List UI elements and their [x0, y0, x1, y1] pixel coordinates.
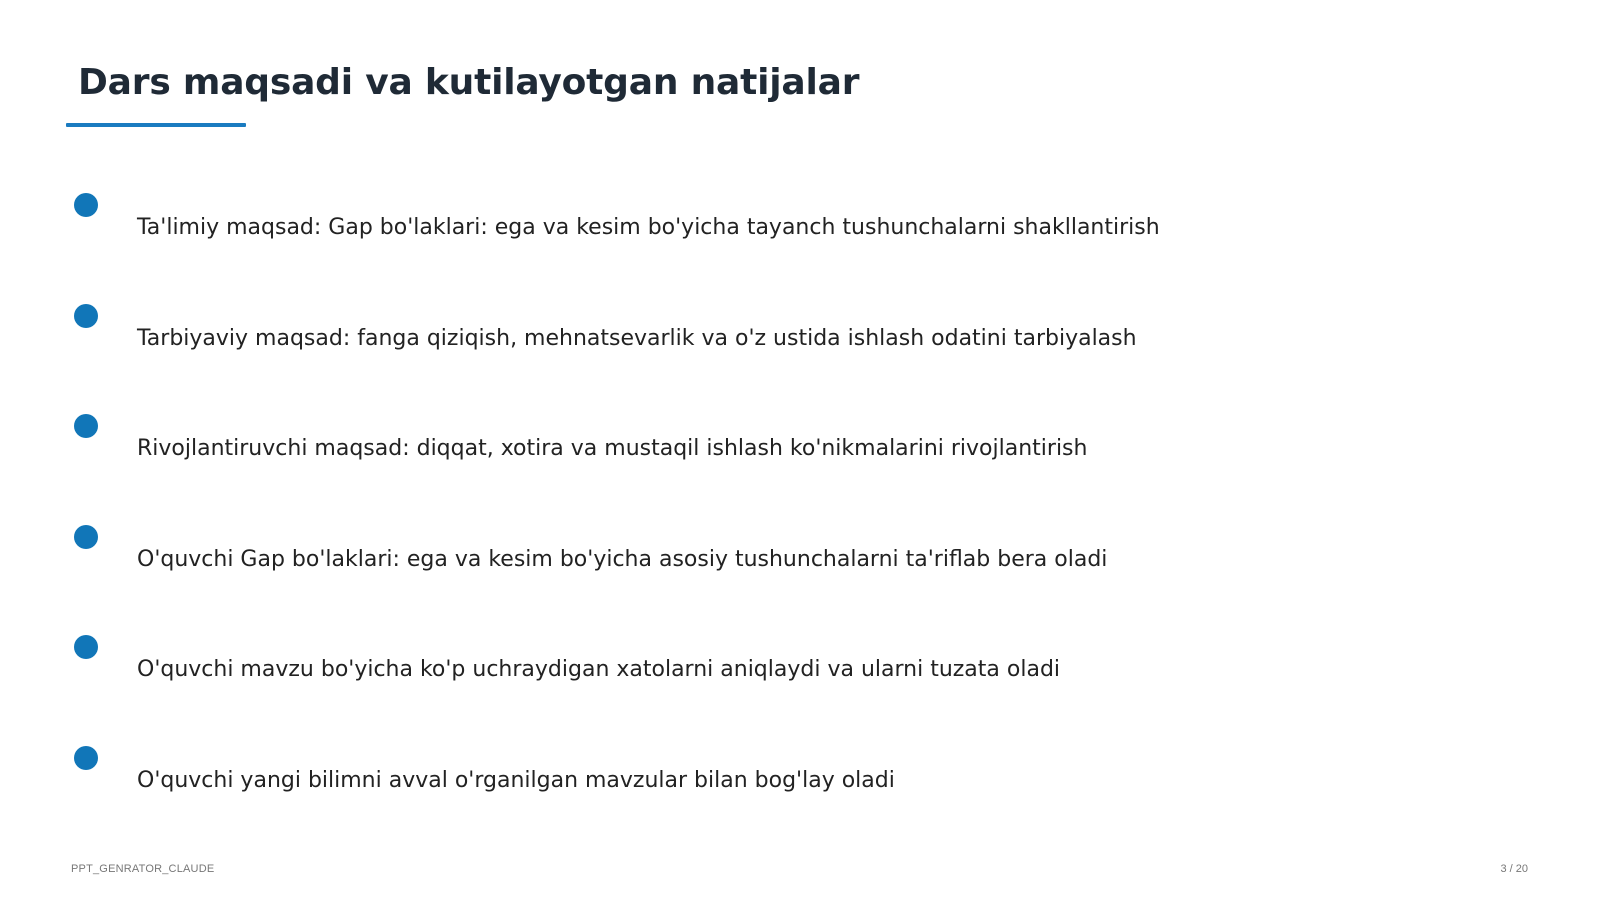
bullet-text: O'quvchi yangi bilimni avval o'rganilgan mavzular bilan bog'lay oladi [137, 768, 895, 793]
list-item [0, 746, 1600, 806]
bullet-dot-icon [74, 414, 98, 438]
list-item [0, 635, 1600, 695]
list-item [0, 525, 1600, 585]
bullet-text: Tarbiyaviy maqsad: fanga qiziqish, mehnatsevarlik va o'z ustida ishlash odatini tarbiyalash [137, 326, 1137, 351]
slide-title: Dars maqsadi va kutilayotgan natijalar [78, 62, 860, 103]
list-item [0, 414, 1600, 474]
bullet-text: Ta'limiy maqsad: Gap bo'laklari: ega va kesim bo'yicha tayanch tushunchalarni shakllantirish [137, 215, 1160, 240]
bullet-dot-icon [74, 525, 98, 549]
list-item [0, 193, 1600, 253]
page-indicator: 3 / 20 [1500, 863, 1528, 875]
bullet-text: O'quvchi mavzu bo'yicha ko'p uchraydigan xatolarni aniqlaydi va ularni tuzata oladi [137, 657, 1061, 682]
bullet-dot-icon [74, 193, 98, 217]
bullet-dot-icon [74, 304, 98, 328]
bullet-dot-icon [74, 746, 98, 770]
footer-label: PPT_GENRATOR_CLAUDE [71, 863, 215, 875]
bullet-text: O'quvchi Gap bo'laklari: ega va kesim bo'yicha asosiy tushunchalarni ta'riflab bera oladi [137, 547, 1108, 572]
bullet-text: Rivojlantiruvchi maqsad: diqqat, xotira va mustaqil ishlash ko'nikmalarini rivojlantirish [137, 436, 1088, 461]
list-item [0, 304, 1600, 364]
bullet-dot-icon [74, 635, 98, 659]
